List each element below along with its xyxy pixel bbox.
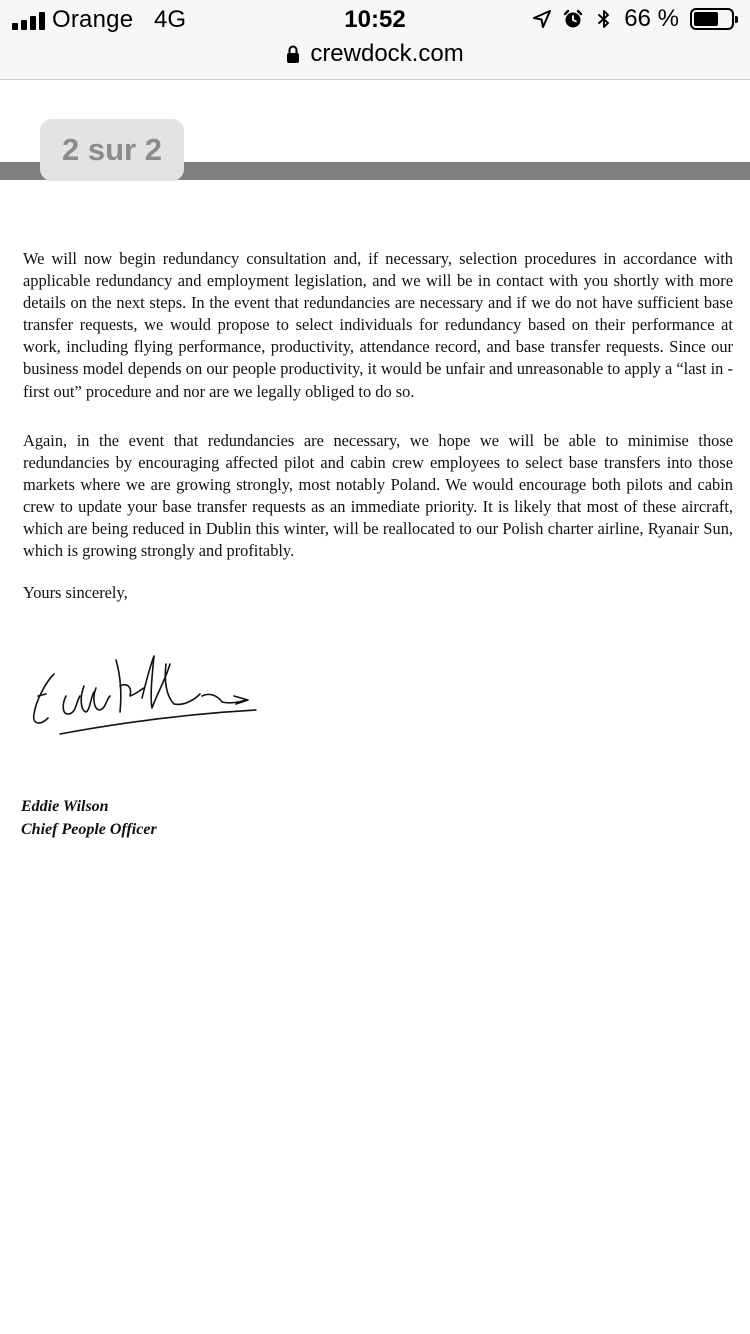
letter-paragraph-1: We will now begin redundancy consultation and, if necessary, selection procedures in accordance with applicable redundancy and employment legislation, and we will be in contact with you shortly with more details on the next steps. In the event that redundancies are necessary and if we do not have sufficient base transfer requests, we would propose to select individuals for redundancy based on their performance at work, including flying performance, productivity, attendance record, and base transfer requests. Since our business model depends on our people productivity, it would be unfair and unreasonable to apply a “last in - first out” procedure and nor are we legally obliged to do so. — [23, 249, 733, 401]
battery-icon — [690, 8, 734, 30]
lock-icon — [286, 44, 300, 64]
letter-closing: Yours sincerely, — [23, 583, 128, 602]
letter-paragraph-2: Again, in the event that redundancies are necessary, we hope we will be able to minimise those redundancies by encouraging affected pilot and cabin crew employees to select base transfers into those markets where we are growing strongly, most notably Poland. We would encourage both pilots and cabin crew to update your base transfer requests as an immediate priority. It is likely that most of these aircraft, which are being reduced in Dublin this winter, will be reallocated to our Polish charter airline, Ryanair Sun, which is growing strongly and profitably. — [23, 431, 733, 561]
battery-level — [694, 12, 718, 26]
location-arrow-icon — [531, 8, 553, 30]
page-indicator: 2 sur 2 — [40, 119, 184, 181]
alarm-clock-icon — [562, 8, 584, 30]
handwritten-signature — [24, 652, 264, 742]
letter-page — [0, 180, 750, 1334]
network-type: 4G — [154, 6, 187, 33]
status-time: 10:52 — [344, 6, 406, 33]
url-text[interactable]: crewdock.com — [310, 40, 464, 67]
status-bar — [0, 0, 750, 40]
signer-name: Eddie Wilson — [21, 798, 109, 815]
signer-title: Chief People Officer — [21, 821, 157, 838]
signal-bars-icon — [12, 12, 45, 30]
bluetooth-icon — [593, 8, 615, 30]
url-bar[interactable] — [0, 40, 750, 80]
carrier-name: Orange — [52, 6, 134, 33]
battery-percentage: 66 % — [624, 5, 679, 32]
